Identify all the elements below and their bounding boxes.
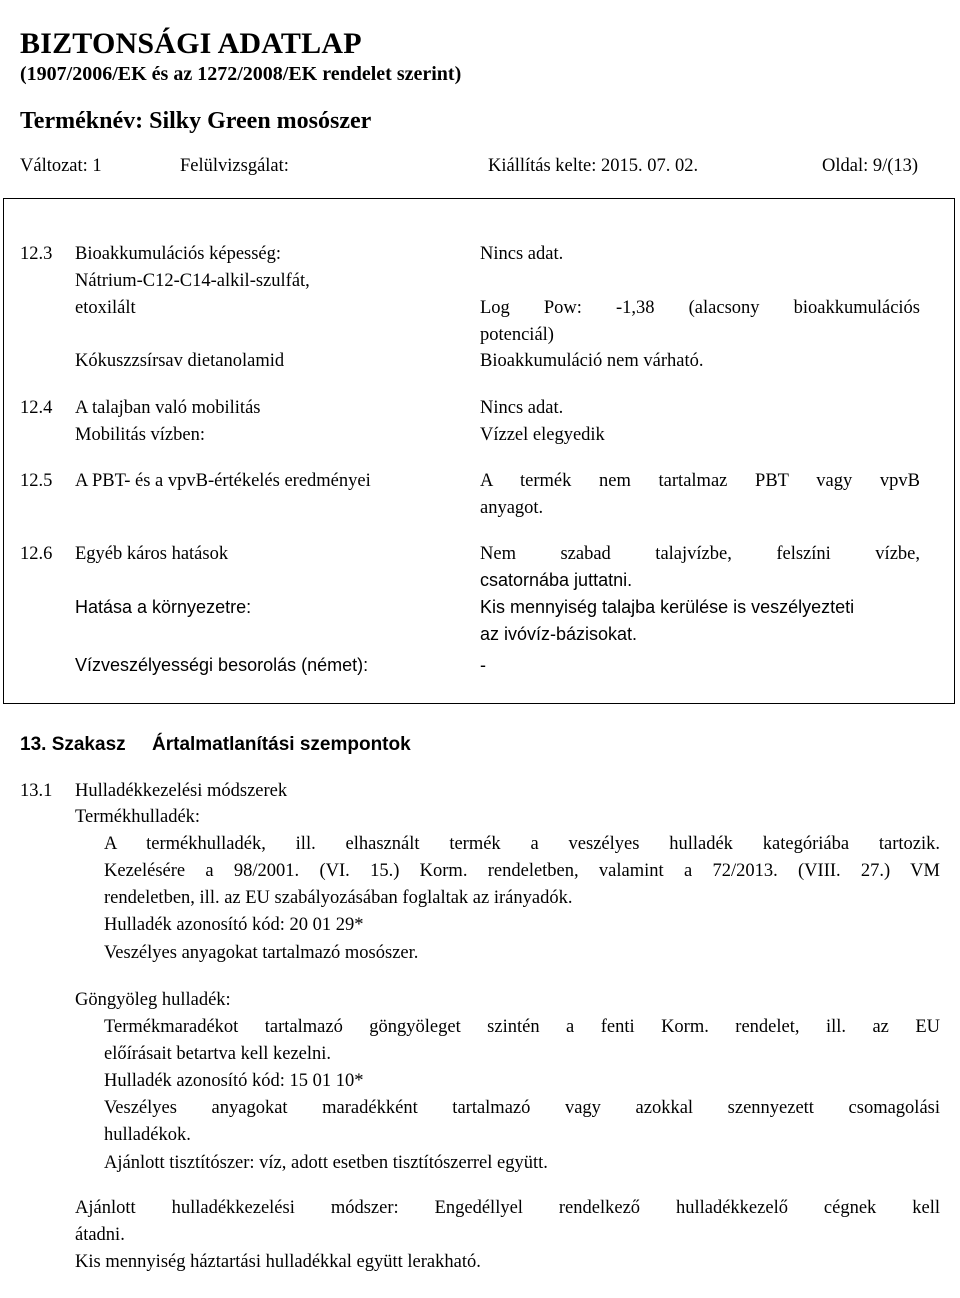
section-12-6-number: 12.6 bbox=[20, 544, 53, 564]
section-12-5-number: 12.5 bbox=[20, 471, 53, 491]
environment-effect-value-line1: Kis mennyiség talajba kerülése is veszélyezteti bbox=[480, 597, 855, 617]
packaging-waste-line-4: Veszélyes anyagokat maradékként tartalmazó vagy azokkal szennyezett csomagolási bbox=[104, 1098, 940, 1118]
section-12-5-value-line2: anyagot. bbox=[480, 498, 544, 518]
environment-effect-value-line2: az ivóvíz-bázisokat. bbox=[480, 624, 638, 644]
document-title: BIZTONSÁGI ADATLAP bbox=[20, 27, 362, 60]
product-waste-line-1: A termékhulladék, ill. elhasznált termék a veszélyes hulladék kategóriába tartozik. bbox=[104, 834, 940, 854]
section-12-5-value-line1: A termék nem tartalmaz PBT vagy vpvB bbox=[480, 471, 920, 491]
product-waste-line-3: rendeletben, ill. az EU szabályozásában foglaltak az irányadók. bbox=[104, 888, 573, 908]
section-12-6-label: Egyéb káros hatások bbox=[75, 544, 229, 564]
section-13-title: Ártalmatlanítási szempontok bbox=[152, 734, 411, 755]
packaging-waste-label: Göngyöleg hulladék: bbox=[75, 990, 231, 1010]
water-hazard-class-value: - bbox=[480, 655, 486, 675]
product-waste-line-4: Hulladék azonosító kód: 20 01 29* bbox=[104, 915, 364, 935]
packaging-waste-line-1: Termékmaradékot tartalmazó göngyöleget szintén a fenti Korm. rendelet, ill. az EU bbox=[104, 1017, 940, 1037]
water-hazard-class-label: Vízveszélyességi besorolás (német): bbox=[75, 655, 369, 675]
substance-1-logpow-line2: potenciál) bbox=[480, 325, 554, 345]
section-13-1-number: 13.1 bbox=[20, 781, 53, 801]
section-12-4-label: A talajban való mobilitás bbox=[75, 398, 261, 418]
substance-1-logpow-line1: Log Pow: -1,38 (alacsony bioakkumulációs bbox=[480, 298, 920, 318]
substance-1-name-line2: etoxilált bbox=[75, 298, 136, 318]
section-12-3-number: 12.3 bbox=[20, 244, 53, 264]
environment-effect-label: Hatása a környezetre: bbox=[75, 597, 252, 617]
substance-2-value: Bioakkumuláció nem várható. bbox=[480, 351, 704, 371]
section-12-6-value-line1: Nem szabad talajvízbe, felszíni vízbe, bbox=[480, 544, 920, 564]
packaging-waste-line-5: hulladékok. bbox=[104, 1125, 191, 1145]
section-13-number: 13. Szakasz bbox=[20, 734, 126, 755]
packaging-waste-line-3: Hulladék azonosító kód: 15 01 10* bbox=[104, 1071, 364, 1091]
issue-date: Kiállítás kelte: 2015. 07. 02. bbox=[488, 156, 699, 176]
section-12-3-label: Bioakkumulációs képesség: bbox=[75, 244, 282, 264]
section-13-1-title: Hulladékkezelési módszerek bbox=[75, 781, 288, 801]
regulation-reference: (1907/2006/EK és az 1272/2008/EK rendelet szerint) bbox=[20, 63, 462, 85]
recommended-method-line-2: átadni. bbox=[75, 1225, 125, 1245]
water-mobility-label: Mobilitás vízben: bbox=[75, 425, 205, 445]
section-12-4-value: Nincs adat. bbox=[480, 398, 564, 418]
packaging-waste-line-6: Ajánlott tisztítószer: víz, adott esetben tisztítószerrel együtt. bbox=[104, 1153, 548, 1173]
revision-label: Felülvizsgálat: bbox=[180, 156, 289, 176]
section-12-4-number: 12.4 bbox=[20, 398, 53, 418]
recommended-method-line-1: Ajánlott hulladékkezelési módszer: Engedéllyel rendelkező hulladékkezelő cégnek kell bbox=[75, 1198, 940, 1218]
product-waste-line-5: Veszélyes anyagokat tartalmazó mosószer. bbox=[104, 943, 419, 963]
water-mobility-value: Vízzel elegyedik bbox=[480, 425, 605, 445]
recommended-method-line-3: Kis mennyiség háztartási hulladékkal együtt lerakható. bbox=[75, 1252, 481, 1272]
substance-2-name: Kókuszzsírsav dietanolamid bbox=[75, 351, 285, 371]
product-name: Terméknév: Silky Green mosószer bbox=[20, 108, 372, 134]
document-header bbox=[0, 0, 960, 198]
version-label: Változat: 1 bbox=[20, 156, 102, 176]
page-number: Oldal: 9/(13) bbox=[822, 156, 919, 176]
section-12-5-label: A PBT- és a vpvB-értékelés eredményei bbox=[75, 471, 371, 491]
substance-1-name-line1: Nátrium-C12-C14-alkil-szulfát, bbox=[75, 271, 310, 291]
section-12-6-value-line2: csatornába juttatni. bbox=[480, 570, 633, 590]
packaging-waste-line-2: előírásait betartva kell kezelni. bbox=[104, 1044, 332, 1064]
product-waste-line-2: Kezelésére a 98/2001. (VI. 15.) Korm. rendeletben, valamint a 72/2013. (VIII. 27.) VM bbox=[104, 861, 940, 881]
section-12-3-value: Nincs adat. bbox=[480, 244, 564, 264]
product-waste-label: Termékhulladék: bbox=[75, 807, 201, 827]
